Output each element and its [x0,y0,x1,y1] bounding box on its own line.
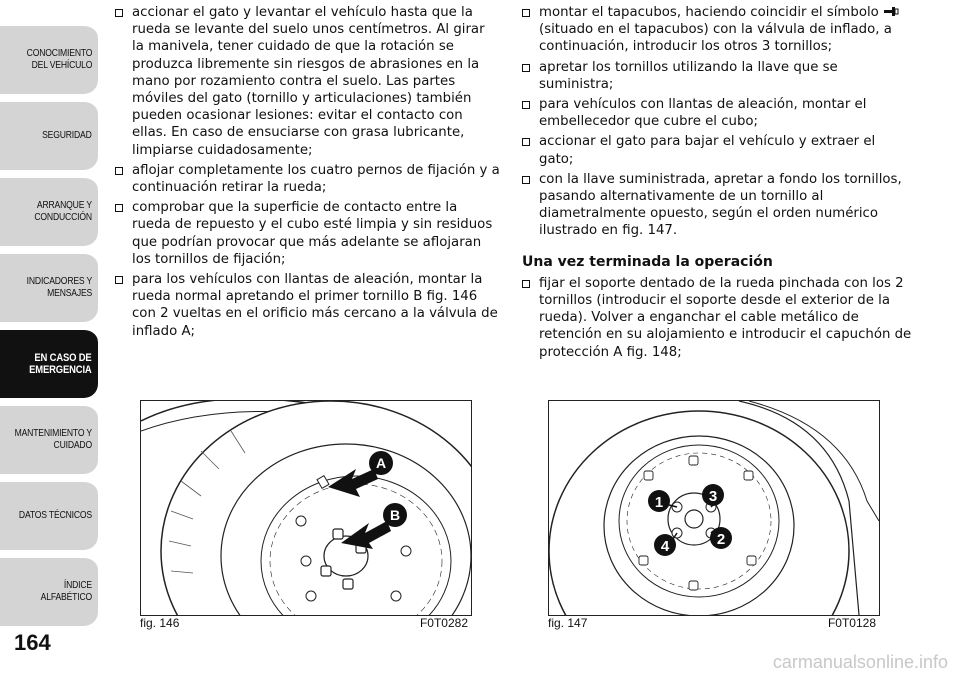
valve-symbol-icon [883,5,899,17]
tab-en-caso-de-emergencia[interactable] [0,328,98,398]
list-item: fijar el soporte dentado de la rueda pinchada con los 2 tornillos (introducir el soporte desde el exterior de la rueda). Volver a enganchar el cable metálico de retención en su alojamiento e introducir el capuchón de protección A fig. 148; [522,275,912,361]
tab-indice-alfabetico[interactable] [0,556,98,626]
list-item: aflojar completamente los cuatro pernos de fijación y a continuación retirar la rueda; [115,162,500,196]
callout-label-1: 1 [654,494,664,511]
figure-147-captions [548,0,880,678]
figure-caption: fig. 146 [140,616,180,630]
list-item: para vehículos con llantas de aleación, montar el embellecedor que cubre el cubo; [522,96,912,130]
tab-label: ARRANQUE Y CONDUCCIÓN [34,200,92,223]
callout-label-b: B [389,507,401,523]
tab-label: ÍNDICE ALFABÉTICO [40,580,92,603]
tab-label: SEGURIDAD [42,130,92,141]
figure-caption: fig. 147 [548,616,588,630]
callout-label-4: 4 [660,538,670,555]
tab-label: CONOCIMIENTO DEL VEHÍCULO [26,48,92,71]
figure-code: F0T0128 [827,616,876,630]
figure-146-captions [140,0,472,678]
list-item-text: montar el tapacubos, haciendo coincidir el símbolo [539,5,879,20]
list-item-text: (situado en el tapacubos) con la válvula de inflado, a continuación, introducir los otros 3 tornillos; [539,22,892,55]
tab-label: INDICADORES Y MENSAJES [26,276,92,299]
tab-arranque-y-conduccion[interactable] [0,176,98,246]
list-item: apretar los tornillos utilizando la llave que se suministra; [522,59,912,93]
figure-code: F0T0282 [419,616,468,630]
tab-indicadores-y-mensajes[interactable] [0,252,98,322]
tab-seguridad[interactable] [0,100,98,170]
callout-label-a: A [375,455,387,471]
callout-label-2: 2 [716,531,726,548]
list-item: con la llave suministrada, apretar a fondo los tornillos, pasando alternativamente de un tornillo al diametralmente opuesto, según el orden numérico ilustrado en fig. 147. [522,171,912,240]
tab-label: DATOS TÉCNICOS [18,510,92,521]
page-number: 164 [14,630,51,655]
tab-datos-tecnicos[interactable] [0,480,98,550]
list-item: para los vehículos con llantas de aleación, montar la rueda normal apretando el primer tornillo B fig. 146 con 2 vueltas en el orificio más cercano a la válvula de inflado A; [115,271,500,340]
section-heading: Una vez terminada la operación [522,253,773,270]
list-item: accionar el gato y levantar el vehículo hasta que la rueda se levante del suelo unos centímetros. Al girar la manivela, tener cuidado de que la rotación se produzca libremente sin riesgos de abrasiones en la mano por rozamiento contra el suelo. Las partes móviles del gato (tornillo y articulaciones) también pueden ocasionar lesiones: evitar el contacto con ellas. En caso de ensuciarse con grasa lubricante, limpiarse cuidadosamente; [115,4,500,159]
list-item: comprobar que la superficie de contacto entre la rueda de repuesto y el cubo esté limpia y sin residuos que podrían provocar que más adelante se aflojaran los tornillos de fijación; [115,199,500,268]
tab-label: MANTENIMIENTO Y CUIDADO [14,428,92,451]
tab-label: EN CASO DE EMERGENCIA [29,352,92,376]
watermark: carmanualsonline.info [772,652,948,672]
list-item: accionar el gato para bajar el vehículo y extraer el gato; [522,133,912,167]
tab-mantenimiento-y-cuidado[interactable] [0,404,98,474]
tab-conocimiento-del-vehiculo[interactable] [0,24,98,94]
callout-label-3: 3 [708,488,718,505]
